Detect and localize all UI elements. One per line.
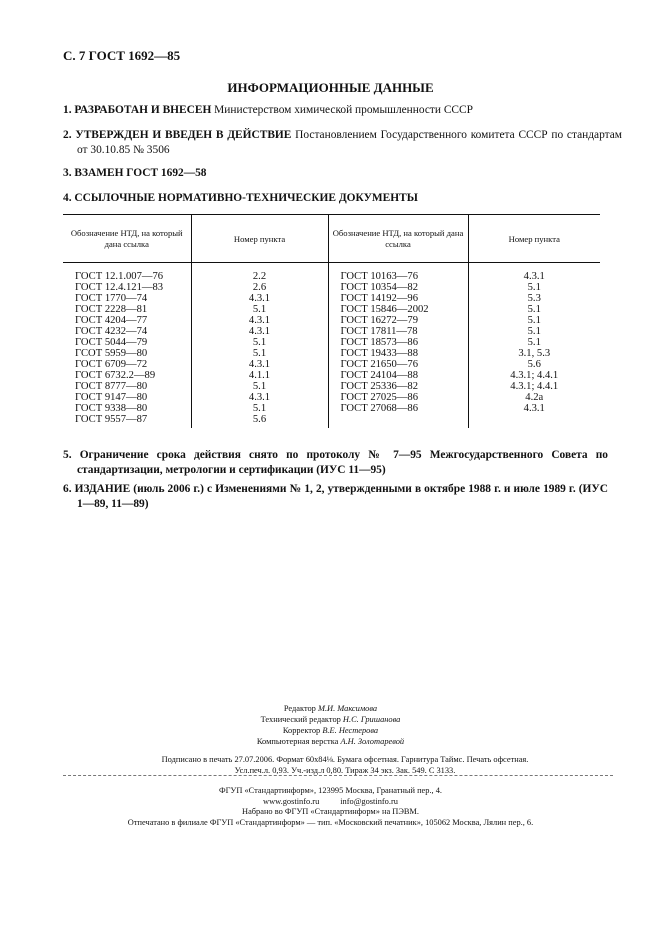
- item-4: [63, 191, 622, 206]
- references-table-body: [63, 263, 600, 429]
- table-row: [63, 263, 600, 283]
- clause-number: 5.3: [527, 293, 541, 304]
- ntd-designation: ГОСТ 6709—72: [63, 359, 191, 370]
- table-row: [63, 337, 600, 348]
- clause-number: 5.1: [191, 381, 328, 392]
- clause-number: 2.6: [191, 282, 328, 293]
- corrector-label: Корректор: [282, 726, 321, 735]
- table-row: [63, 326, 600, 337]
- item-2: [63, 128, 622, 158]
- clause-number: 5.1: [191, 348, 328, 359]
- item-bold: РАЗРАБОТАН И ВНЕСЕН: [74, 104, 212, 116]
- clause-number: 5.1: [527, 326, 541, 337]
- header-clause-right: Номер пункта: [468, 215, 600, 263]
- table-row: [63, 381, 600, 392]
- item-bold: ВЗАМЕН ГОСТ 1692—58: [74, 167, 207, 179]
- clause-number: 5.1: [527, 315, 541, 326]
- table-row: [63, 392, 600, 403]
- ntd-designation: ГОСТ 16272—79: [328, 315, 468, 326]
- ntd-designation: ГОСТ 27025—86: [328, 392, 468, 403]
- item-bold: ССЫЛОЧНЫЕ НОРМАТИВНО-ТЕХНИЧЕСКИЕ ДОКУМЕНТЫ: [74, 192, 418, 204]
- ntd-designation: ГОСТ 5044—79: [63, 337, 191, 348]
- ntd-designation: ГОСТ 24104—88: [328, 370, 468, 381]
- item-bold: ИЗДАНИЕ (июль 2006 г.) с Изменениями № 1, 2, утвержденными в октябре 1988 г. и июле 1989 г. (ИУС 1—89, 11—89): [74, 483, 608, 510]
- ntd-designation: ГОСТ 12.4.121—83: [63, 282, 191, 293]
- clause-number: 2.2: [191, 263, 328, 283]
- publisher-web: www.gostinfo.ru info@gostinfo.ru: [263, 796, 398, 806]
- clause-number: 5.1: [527, 282, 541, 293]
- item-1: [63, 103, 622, 118]
- clause-number: 3.1, 5.3: [518, 348, 551, 359]
- table-row: [63, 304, 600, 315]
- ntd-designation: ГСОТ 5959—80: [63, 348, 191, 359]
- item-text: Министерством химической промышленности СССР: [211, 104, 473, 116]
- ntd-designation: ГОСТ 15846—2002: [328, 304, 468, 315]
- editor-line: [0, 703, 661, 714]
- tech-editor-line: [0, 714, 661, 725]
- item-number: 1.: [63, 104, 72, 116]
- layout-name: А.Н. Золотаревой: [340, 737, 405, 746]
- divider: [63, 775, 613, 776]
- item-5: [63, 448, 608, 478]
- table-row: [63, 282, 600, 293]
- corrector-line: [0, 725, 661, 736]
- publisher-address: ФГУП «Стандартинформ», 123995 Москва, Гранатный пер., 4.: [218, 786, 443, 795]
- table-row: [63, 348, 600, 359]
- clause-number: 5.1: [191, 403, 328, 414]
- table-row: [63, 359, 600, 370]
- layout-line: [0, 736, 661, 747]
- ntd-designation: ГОСТ 19433—88: [328, 348, 468, 359]
- clause-number: 4.1.1: [191, 370, 328, 381]
- corrector-name: В.Е. Нестерова: [322, 726, 379, 735]
- ntd-designation: ГОСТ 9338—80: [63, 403, 191, 414]
- item-number: 6.: [63, 483, 72, 495]
- colophon: [0, 703, 661, 747]
- item-number: 2.: [63, 129, 72, 141]
- header-clause-left: Номер пункта: [191, 215, 328, 263]
- item-number: 5.: [63, 449, 72, 461]
- item-number: 4.: [63, 192, 72, 204]
- ntd-designation: ГОСТ 14192—96: [328, 293, 468, 304]
- item-bold: Ограничение срока действия снято по протоколу № 7—95 Межгосударственного Совета по стандартизации, метрологии и сертификации (ИУС 11—95): [77, 449, 608, 476]
- clause-number: 4.3.1: [523, 403, 545, 414]
- ntd-designation: ГОСТ 12.1.007—76: [63, 263, 191, 283]
- clause-number: 5.1: [191, 337, 328, 348]
- ntd-designation: ГОСТ 10163—76: [328, 263, 468, 283]
- ntd-designation: ГОСТ 18573—86: [328, 337, 468, 348]
- clause-number: 5.1: [191, 304, 328, 315]
- clause-number: 4.3.1: [191, 293, 328, 304]
- print-info-line-2: Усл.печ.л. 0,93. Уч.-изд.л 0,80. Тираж 34 экз. Зак. 549. С 3133.: [234, 766, 456, 775]
- ntd-designation: ГОСТ 1770—74: [63, 293, 191, 304]
- references-table: [63, 214, 600, 428]
- clause-number: 4.3.1: [191, 392, 328, 403]
- ntd-designation: ГОСТ 8777—80: [63, 381, 191, 392]
- page-header: С. 7 ГОСТ 1692—85: [63, 48, 181, 63]
- ntd-designation: ГОСТ 21650—76: [328, 359, 468, 370]
- printed-note: Отпечатано в филиале ФГУП «Стандартинформ» — тип. «Московский печатник», 105062 Москва, Лялин пер., 6.: [127, 817, 534, 827]
- item-bold: УТВЕРЖДЕН И ВВЕДЕН В ДЕЙСТВИЕ: [75, 129, 292, 141]
- item-6: [63, 482, 608, 512]
- layout-label: Компьютерная верстка: [256, 737, 339, 746]
- ntd-designation: ГОСТ 9147—80: [63, 392, 191, 403]
- page-title: ИНФОРМАЦИОННЫЕ ДАННЫЕ: [227, 80, 434, 95]
- clause-number: 5.6: [527, 359, 541, 370]
- typeset-note: Набрано во ФГУП «Стандартинформ» на ПЭВМ.: [242, 807, 419, 816]
- item-3: [63, 166, 622, 181]
- ntd-designation: ГОСТ 17811—78: [328, 326, 468, 337]
- table-row: [63, 370, 600, 381]
- clause-number: 4.3.1: [523, 271, 545, 282]
- editor-name: М.И. Максимова: [317, 704, 378, 713]
- clause-number: 4.3.1; 4.4.1: [510, 370, 559, 381]
- print-info-line-1: Подписано в печать 27.07.2006. Формат 60x84⅛. Бумага офсетная. Гарнитура Таймс. Печать офсетная.: [161, 755, 529, 764]
- clause-number: 5.1: [527, 304, 541, 315]
- clause-number: 5.1: [527, 337, 541, 348]
- ntd-designation: ГОСТ 2228—81: [63, 304, 191, 315]
- item-text: Постановлением Государственного комитета СССР по стандартам от 30.10.85 № 3506: [77, 129, 623, 156]
- table-row: [63, 403, 600, 414]
- clause-number: 4.2а: [525, 392, 544, 403]
- clause-number: 4.3.1: [191, 326, 328, 337]
- ntd-designation: ГОСТ 4204—77: [63, 315, 191, 326]
- ntd-designation: ГОСТ 27068—86: [328, 403, 468, 414]
- ntd-designation: ГОСТ 25336—82: [328, 381, 468, 392]
- ntd-designation: ГОСТ 4232—74: [63, 326, 191, 337]
- clause-number: 4.3.1; 4.4.1: [510, 381, 559, 392]
- clause-number: 5.6: [191, 414, 328, 428]
- tech-editor-label: Технический редактор: [260, 715, 341, 724]
- clause-number: 4.3.1: [191, 315, 328, 326]
- header-ntd-left: Обозначение НТД, на который дана ссылка: [63, 215, 191, 263]
- tech-editor-name: Н.С. Гришанова: [342, 715, 401, 724]
- ntd-designation: ГОСТ 6732.2—89: [63, 370, 191, 381]
- editor-label: Редактор: [283, 704, 316, 713]
- ntd-designation: [328, 414, 468, 428]
- ntd-designation: ГОСТ 10354—82: [328, 282, 468, 293]
- header-ntd-right: Обозначение НТД, на который дана ссылка: [328, 215, 468, 263]
- publisher-footer: [0, 786, 661, 828]
- table-row: [63, 315, 600, 326]
- ntd-designation: ГОСТ 9557—87: [63, 414, 191, 428]
- clause-number: [468, 414, 600, 428]
- table-row: [63, 293, 600, 304]
- item-number: 3.: [63, 167, 72, 179]
- table-row: [63, 414, 600, 428]
- clause-number: 4.3.1: [191, 359, 328, 370]
